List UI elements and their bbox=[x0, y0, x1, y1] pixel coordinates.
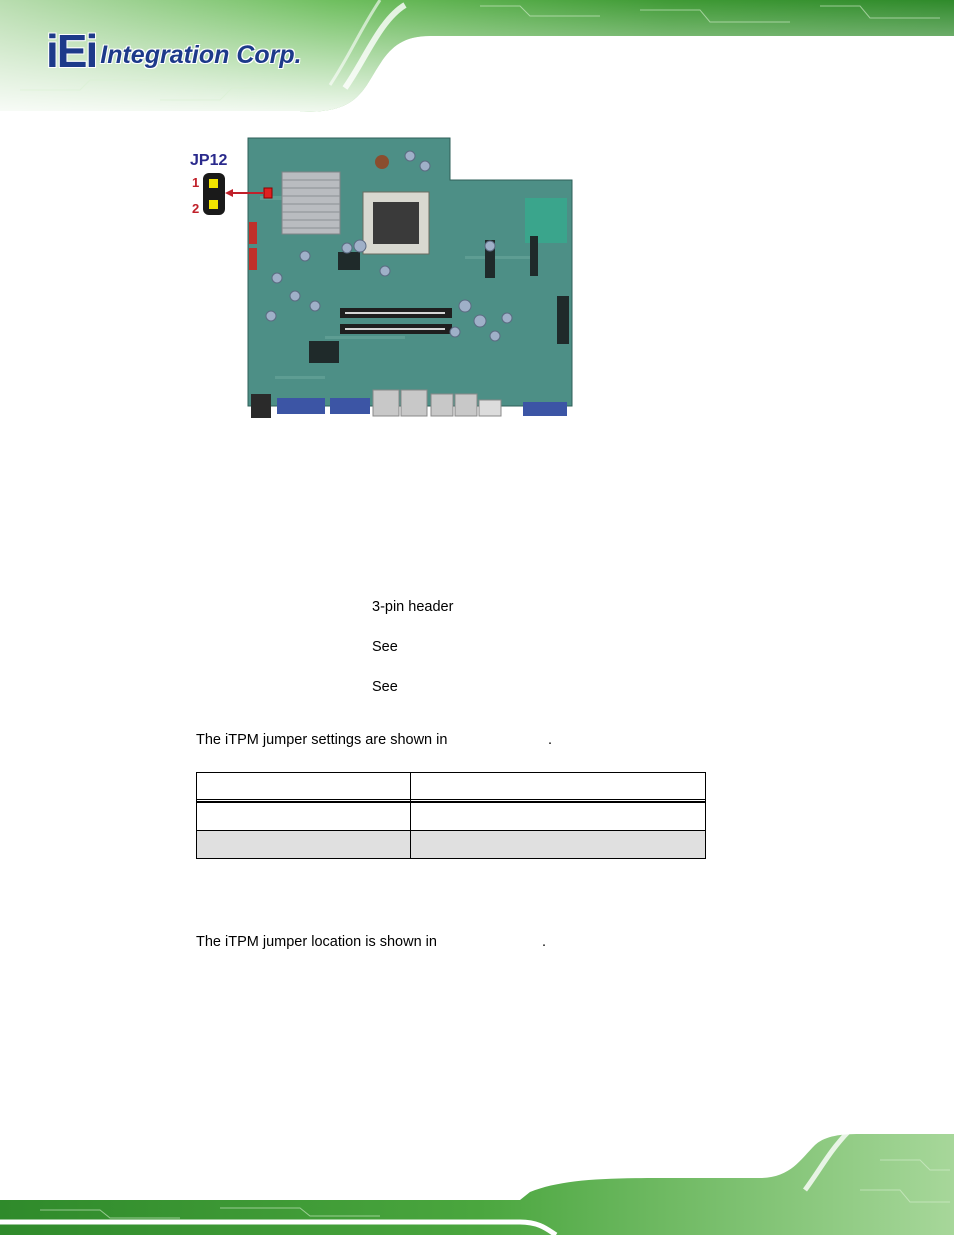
table-cell bbox=[197, 831, 411, 859]
jumper-settings-value: See bbox=[372, 639, 398, 655]
location-sentence: The iTPM jumper location is shown in bbox=[196, 934, 437, 950]
motherboard-image bbox=[185, 136, 580, 426]
pin-2-label: 2 bbox=[192, 201, 200, 216]
footer-banner bbox=[0, 1130, 954, 1235]
table-cell bbox=[197, 802, 411, 831]
table-cell bbox=[411, 802, 706, 831]
table-row bbox=[197, 831, 706, 859]
pin-1-label: 1 bbox=[192, 175, 200, 190]
jumper-label: JP12 bbox=[190, 152, 228, 169]
table-row bbox=[197, 802, 706, 831]
jumper-type-value: 3-pin header bbox=[372, 599, 454, 615]
jumper-settings-table bbox=[196, 772, 706, 859]
logo-mark: iEi bbox=[46, 25, 97, 77]
settings-sentence: The iTPM jumper settings are shown in bbox=[196, 732, 448, 748]
table-cell bbox=[411, 831, 706, 859]
settings-period: . bbox=[548, 732, 553, 748]
company-logo bbox=[46, 25, 302, 77]
location-period: . bbox=[542, 934, 547, 950]
table-header-row bbox=[197, 773, 706, 800]
table-cell bbox=[411, 773, 706, 800]
jumper-location-value: See bbox=[372, 679, 398, 695]
logo-text: Integration Corp. bbox=[100, 41, 302, 69]
table-cell bbox=[197, 773, 411, 800]
